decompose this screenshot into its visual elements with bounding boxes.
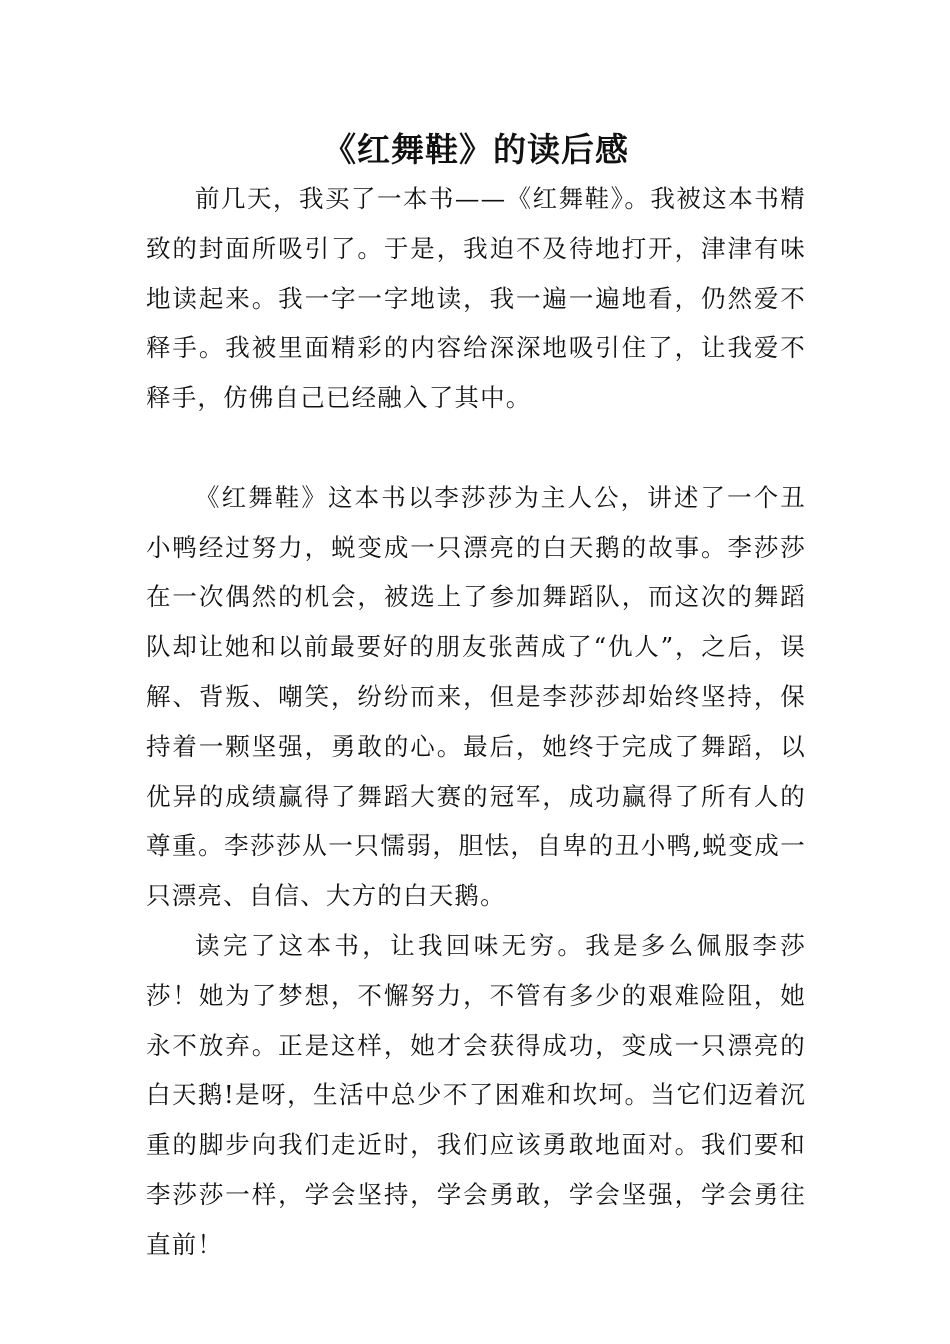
paragraph-3: 读完了这本书，让我回味无穷。我是多么佩服李莎莎！她为了梦想，不懈努力，不管有多少的艰难险阻，她永不放弃。正是这样，她才会获得成功，变成一只漂亮的白天鹅!是呀，生活中总少不了困难和坎坷。当它们迈着沉重的脚步向我们走近时，我们应该勇敢地面对。我们要和李莎莎一样，学会坚持，学会勇敢，学会坚强，学会勇往直前！ (146, 930, 806, 1259)
document-title: 《红舞鞋》的读后感 (323, 130, 629, 169)
paragraph-1: 前几天，我买了一本书——《红舞鞋》。我被这本书精致的封面所吸引了。于是，我迫不及待地打开，津津有味地读起来。我一字一字地读，我一遍一遍地看，仍然爱不释手。我被里面精彩的内容给深深地吸引住了，让我爱不释手，仿佛自己已经融入了其中。 (146, 184, 806, 413)
document-page (146, 126, 806, 1270)
paragraph-2: 《红舞鞋》这本书以李莎莎为主人公，讲述了一个丑小鸭经过努力，蜕变成一只漂亮的白天鹅的故事。李莎莎在一次偶然的机会，被选上了参加舞蹈队，而这次的舞蹈队却让她和以前最要好的朋友张茜成了“仇人”，之后，误解、背叛、嘲笑，纷纷而来，但是李莎莎却始终坚持，保持着一颗坚强，勇敢的心。最后，她终于完成了舞蹈，以优异的成绩赢得了舞蹈大赛的冠军，成功赢得了所有人的尊重。李莎莎从一只懦弱，胆怯，自卑的丑小鸭,蜕变成一只漂亮、自信、大方的白天鹅。 (146, 482, 806, 911)
